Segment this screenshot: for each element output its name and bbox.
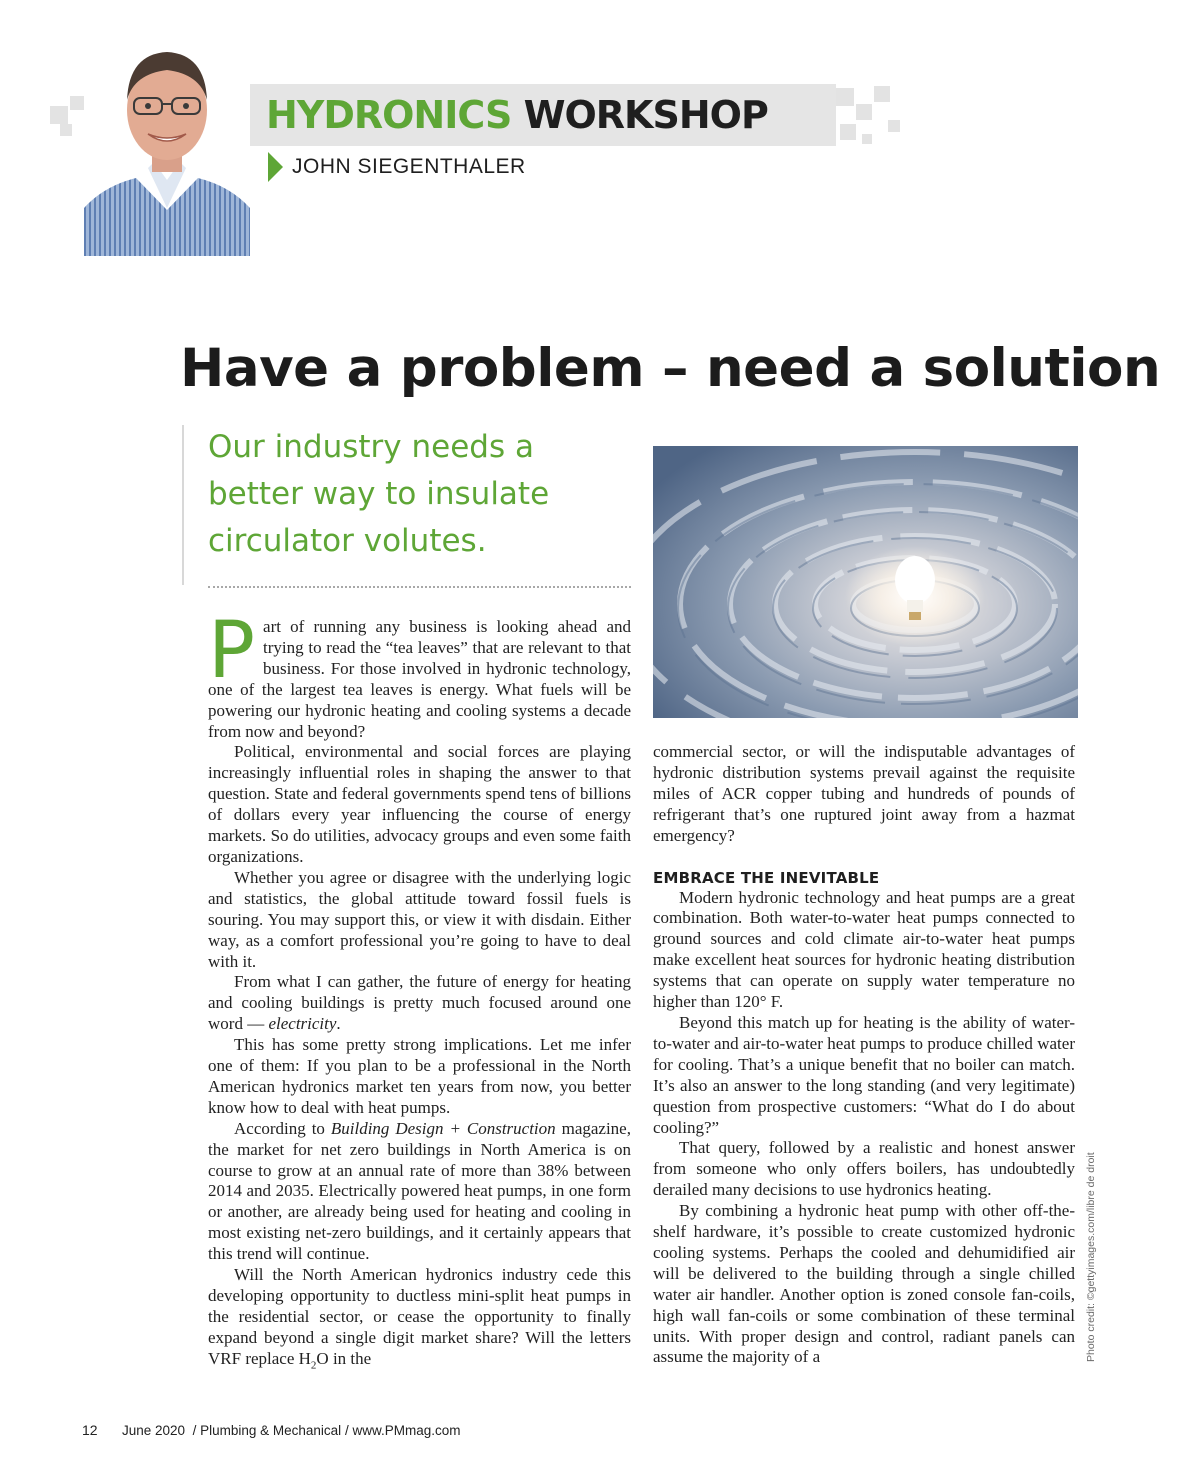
footer-issue: June 2020 [122,1423,186,1438]
section-kicker [266,92,768,138]
article-column-left [208,606,631,1372]
footer-website[interactable]: www.PMmag.com [352,1423,461,1438]
footer-magazine: Plumbing & Mechanical [200,1423,342,1438]
paragraph: commercial sector, or will the indisputable advantages of hydronic distribution systems prevail against the requisite miles of ACR copper tubing and hundreds of pounds of refrigerant that’s one ruptured joint away from a hazmat emergency? [653,742,1075,845]
photo-credit: Photo credit: ©gettyimages.com/libre de droit [1085,1152,1097,1362]
kicker-workshop: WORKSHOP [523,93,768,137]
article-title: Have a problem – need a solution [180,338,1161,399]
kicker-hydronics: HYDRONICS [266,93,512,137]
paragraph: Political, environmental and social forces are playing increasingly influential roles in shaping the answer to that question. State and federal governments spend tens of billions of dollars every year influencing the course of energy markets. So do utilities, advocacy groups and even some faith organizations. [208,742,631,866]
author-portrait [84,40,250,256]
paragraph: Will the North American hydronics industry cede this developing opportunity to ductless mini-split heat pumps in the residential sector, or cease the opportunity to finally expand beyond a single digit market share? Will the letters VRF replace $H_2O$ in the [208,1265,631,1372]
paragraph: That query, followed by a realistic and honest answer from someone who only offers boilers, has undoubtedly derailed many decisions to use hydronics heating. [653,1138,1075,1200]
byline-arrow-icon [268,152,283,182]
paragraph: Modern hydronic technology and heat pumps are a great combination. Both water-to-water heat pumps connected to ground sources and cold climate air-to-water heat pumps make excellent heat sources for hydronic heating distribution systems that can operate on supply water temperature no higher than 120° F. [653,887,1075,1012]
page-number: 12 [82,1422,98,1438]
paragraph: By combining a hydronic heat pump with other off-the-shelf hardware, it’s possible to create customized hydronic cooling systems. Perhaps the cooled and dehumidified air will be delivered to the building through a single chilled water air handler. Another option is zoned console fan-coils, high wall fan-coils or some combination of these terminal units. With proper design and control, radiant panels can assume the majority of a [653,1201,1075,1367]
deck-divider [208,586,631,588]
paragraph: Whether you agree or disagree with the underlying logic and statistics, the global attitude toward fossil fuels is souring. You may support this, or view it with disdain. Either way, as a comfort professional you’re going to have to deal with it. [208,867,631,971]
paragraph: According to Building Design + Construction magazine, the market for net zero buildings in North America is on course to grow at an annual rate of more than 38% between 2014 and 2035. Electrically powered heat pumps, in one form or another, are already being used for heating and cooling in most existing net-zero buildings, and it certainly appears that this trend will continue. [208,1118,631,1264]
footer-line: June 2020 / Plumbing & Mechanical / www.PMmag.com [122,1423,461,1438]
article-column-right [653,742,1075,1368]
section-subhead: EMBRACE THE INEVITABLE [653,868,880,887]
maze-lightbulb-photo [653,446,1078,718]
deck-rule [182,425,184,585]
article-deck: Our industry needs a better way to insulate circulator volutes. [208,429,550,559]
author-byline: JOHN SIEGENTHALER [292,155,526,178]
paragraph: Part of running any business is looking ahead and trying to read the “tea leaves” that are relevant to that business. For those involved in hydronic technology, one of the largest tea leaves is energy. What fuels will be powering our hydronic heating and cooling systems a decade from now and beyond? [208,606,631,741]
drop-cap: P [208,606,256,696]
paragraph: From what I can gather, the future of energy for heating and cooling buildings is pretty much focused around one word — electricity. [208,972,631,1034]
paragraph: This has some pretty strong implications. Let me infer one of them: If you plan to be a professional in the North American hydronics market ten years from now, you better know how to deal with heat pumps. [208,1035,631,1117]
paragraph: Beyond this match up for heating is the ability of water-to-water and air-to-water heat pumps to produce chilled water for cooling. That’s a unique benefit that no boiler can match. It’s also an answer to the long standing (and very legitimate) question from prospective customers: “What do I do about cooling?” [653,1012,1075,1137]
